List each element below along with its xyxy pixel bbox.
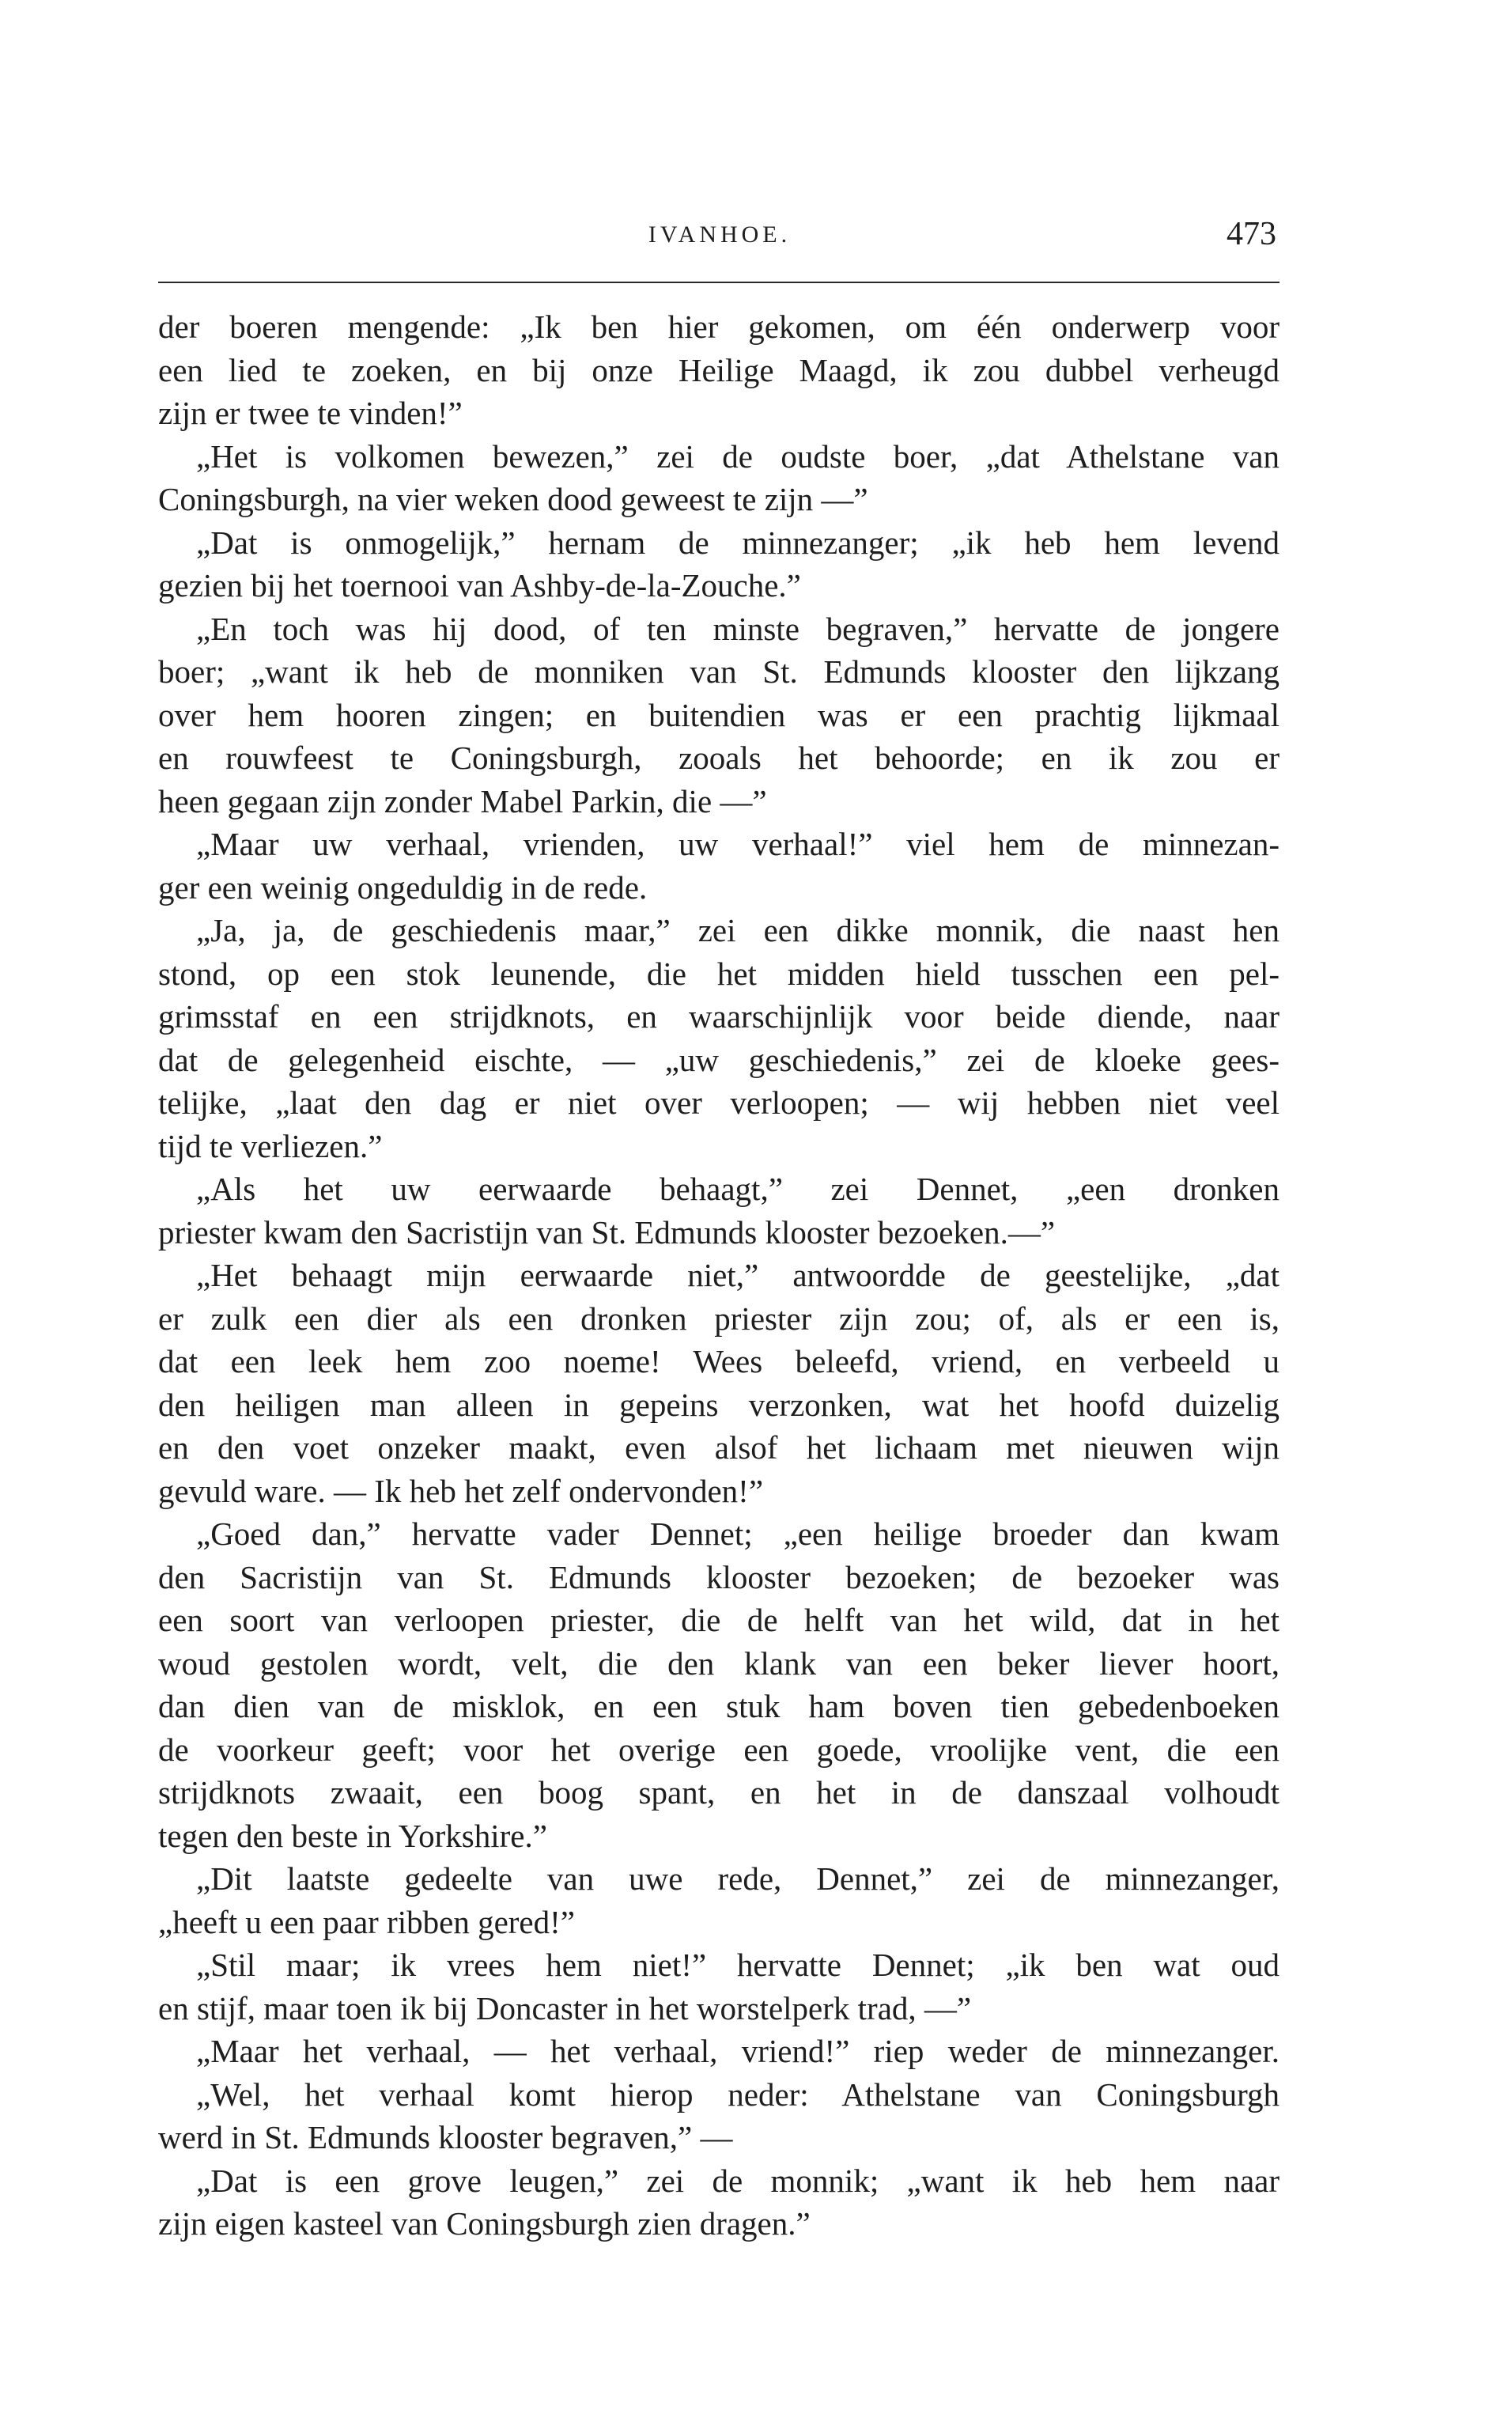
text-line: Coningsburgh, na vier weken dood geweest te zijn —”: [158, 481, 868, 517]
text-line: „Het behaagt mijn eerwaarde niet,” antwoordde de geestelijke, „dat: [196, 1257, 1280, 1293]
header-rule: [158, 282, 1280, 283]
text-line: priester kwam den Sacristijn van St. Edmunds klooster bezoeken.—”: [158, 1213, 1056, 1251]
text-line: „Dat is onmogelijk,” hernam de minnezanger; „ik heb hem levend: [196, 524, 1280, 561]
text-line: gezien bij het toernooi van Ashby-de-la-Zouche.”: [158, 567, 801, 604]
text-line: ger een weinig ongeduldig in de rede.: [158, 868, 648, 906]
text-line: de voorkeur geeft; voor het overige een goede, vroolijke vent, die een: [158, 1731, 1280, 1768]
text-line: „heeft u een paar ribben gered!”: [158, 1903, 575, 1940]
text-line: over hem hooren zingen; en buitendien was er een prachtig lijkmaal: [158, 696, 1280, 733]
text-line: zijn er twee te vinden!”: [158, 395, 463, 431]
text-line: dan dien van de misklok, en een stuk ham boven tien gebedenboeken: [158, 1688, 1280, 1724]
text-line: er zulk een dier als een dronken priester zijn zou; of, als er een is,: [158, 1300, 1280, 1337]
text-line: „Dit laatste gedeelte van uwe rede, Dennet,” zei de minnezanger,: [196, 1860, 1280, 1897]
text-line: telijke, „laat den dag er niet over verloopen; — wij hebben niet veel: [158, 1084, 1280, 1121]
text-line: tijd te verliezen.”: [158, 1127, 383, 1164]
text-line: „Maar uw verhaal, vrienden, uw verhaal!” viel hem de minnezan-: [196, 826, 1280, 862]
text-line: boer; „want ik heb de monniken van St. Edmunds klooster den lijkzang: [158, 653, 1280, 690]
text-line: woud gestolen wordt, velt, die den klank van een beker liever hoort,: [158, 1644, 1280, 1682]
page-number: 473: [1227, 216, 1276, 252]
text-line: zijn eigen kasteel van Coningsburgh zien dragen.”: [158, 2205, 811, 2242]
running-head: IVANHOE.: [648, 221, 792, 248]
text-line: „Ja, ja, de geschiedenis maar,” zei een dikke monnik, die naast hen: [196, 912, 1280, 948]
text-line: en rouwfeest te Coningsburgh, zooals het behoorde; en ik zou er: [158, 740, 1280, 776]
text-line: den heiligen man alleen in gepeins verzonken, wat het hoofd duizelig: [158, 1386, 1280, 1423]
text-line: gevuld ware. — Ik heb het zelf ondervonden!”: [158, 1472, 764, 1509]
text-line: dat de gelegenheid eischte, — „uw geschiedenis,” zei de kloeke gees-: [158, 1041, 1280, 1078]
text-line: der boeren mengende: „Ik ben hier gekomen, om één onderwerp voor: [158, 308, 1280, 345]
text-line: „Als het uw eerwaarde behaagt,” zei Dennet, „een dronken: [196, 1171, 1280, 1207]
body-text: [158, 305, 1280, 2246]
text-line: „Wel, het verhaal komt hierop neder: Athelstane van Coningsburgh: [196, 2076, 1280, 2113]
text-line: dat een leek hem zoo noeme! Wees beleefd, vriend, en verbeeld u: [158, 1343, 1280, 1379]
text-line: en den voet onzeker maakt, even alsof het lichaam met nieuwen wijn: [158, 1429, 1280, 1466]
text-line: „Dat is een grove leugen,” zei de monnik; „want ik heb hem naar: [196, 2162, 1280, 2199]
text-line: en stijf, maar toen ik bij Doncaster in het worstelperk trad, —”: [158, 1989, 972, 2026]
text-line: een lied te zoeken, en bij onze Heilige Maagd, ik zou dubbel verheugd: [158, 351, 1280, 388]
text-line: grimsstaf en een strijdknots, en waarschijnlijk voor beide diende, naar: [158, 998, 1280, 1035]
text-line: een soort van verloopen priester, die de helft van het wild, dat in het: [158, 1602, 1280, 1638]
text-line: tegen den beste in Yorkshire.”: [158, 1817, 547, 1854]
text-line: strijdknots zwaait, een boog spant, en het in de danszaal volhoudt: [158, 1774, 1280, 1811]
text-line: werd in St. Edmunds klooster begraven,” —: [158, 2119, 733, 2155]
text-line: „Stil maar; ik vrees hem niet!” hervatte Dennet; „ik ben wat oud: [196, 1947, 1280, 1983]
text-line: „Goed dan,” hervatte vader Dennet; „een heilige broeder dan kwam: [196, 1516, 1280, 1552]
text-line: stond, op een stok leunende, die het midden hield tusschen een pel-: [158, 955, 1280, 992]
text-line: „Maar het verhaal, — het verhaal, vriend!” riep weder de minnezanger.: [196, 2033, 1280, 2069]
text-line: „En toch was hij dood, of ten minste begraven,” hervatte de jongere: [196, 610, 1280, 647]
text-line: den Sacristijn van St. Edmunds klooster bezoeken; de bezoeker was: [158, 1558, 1280, 1595]
text-line: heen gegaan zijn zonder Mabel Parkin, die —”: [158, 782, 767, 819]
page-header: [158, 215, 1281, 263]
text-line: „Het is volkomen bewezen,” zei de oudste boer, „dat Athelstane van: [196, 437, 1280, 475]
